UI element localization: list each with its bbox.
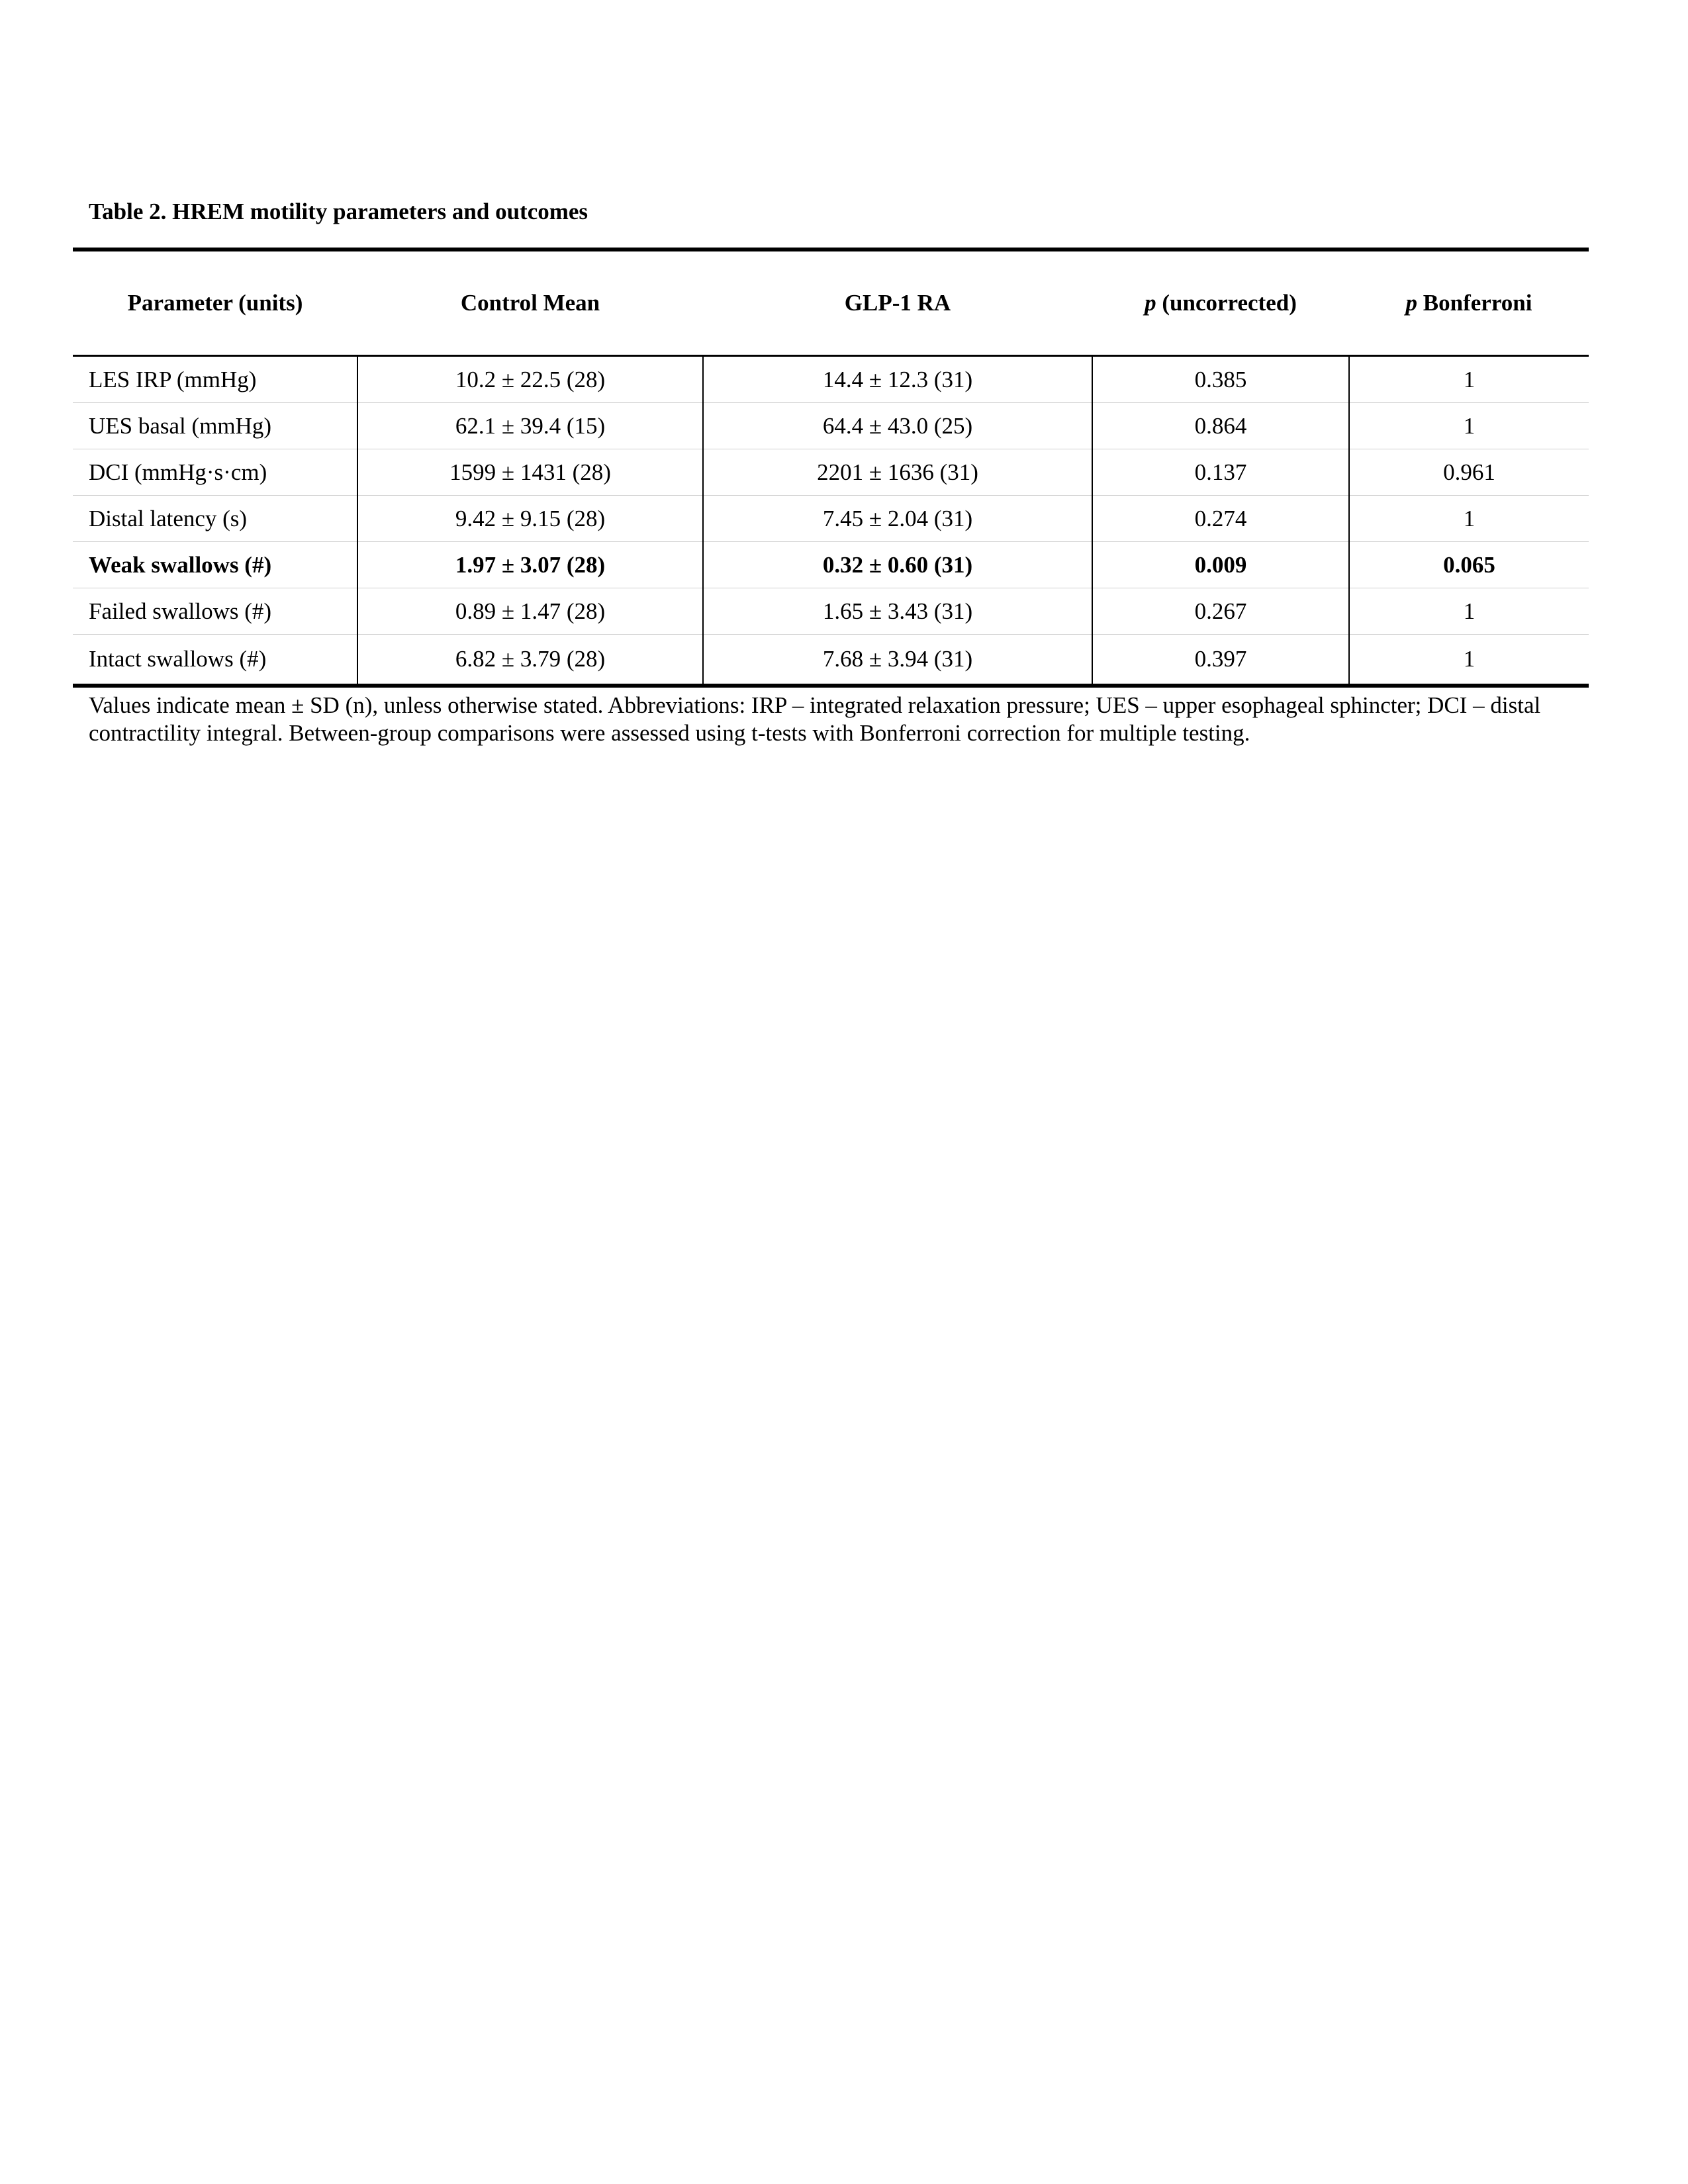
cell-control: 9.42 ± 9.15 (28) (357, 496, 703, 542)
header-glp1: GLP-1 RA (703, 250, 1092, 356)
header-p-bonferroni (1349, 250, 1589, 356)
cell-p-bonferroni: 1 (1349, 356, 1589, 403)
header-p-bonferroni-label: Bonferroni (1417, 290, 1532, 316)
table-row (73, 496, 1589, 542)
cell-control: 1599 ± 1431 (28) (357, 449, 703, 496)
header-p-symbol: p (1405, 290, 1418, 316)
header-row (73, 250, 1589, 356)
cell-parameter: Distal latency (s) (73, 496, 357, 542)
cell-glp1: 7.45 ± 2.04 (31) (703, 496, 1092, 542)
cell-p-uncorrected: 0.864 (1092, 403, 1349, 449)
cell-p-uncorrected: 0.397 (1092, 635, 1349, 686)
table-row (73, 635, 1589, 686)
cell-p-bonferroni: 1 (1349, 588, 1589, 635)
cell-glp1: 14.4 ± 12.3 (31) (703, 356, 1092, 403)
table-footnote: Values indicate mean ± SD (n), unless otherwise stated. Abbreviations: IRP – integrated relaxation pressure; UES – upper esophageal sphincter; DCI – distal contractility integral. Between-group comparisons were assessed using t-tests with Bonferroni correction for multiple testing. (89, 692, 1541, 746)
header-p-uncorrected-label: (uncorrected) (1156, 290, 1297, 316)
cell-p-bonferroni: 1 (1349, 635, 1589, 686)
cell-p-bonferroni: 0.065 (1349, 542, 1589, 588)
cell-glp1: 0.32 ± 0.60 (31) (703, 542, 1092, 588)
cell-p-uncorrected: 0.009 (1092, 542, 1349, 588)
table-body (73, 356, 1589, 686)
cell-p-uncorrected: 0.137 (1092, 449, 1349, 496)
cell-glp1: 64.4 ± 43.0 (25) (703, 403, 1092, 449)
table-row (73, 542, 1589, 588)
cell-glp1: 7.68 ± 3.94 (31) (703, 635, 1092, 686)
table-row (73, 449, 1589, 496)
cell-parameter: Failed swallows (#) (73, 588, 357, 635)
cell-p-uncorrected: 0.267 (1092, 588, 1349, 635)
table-row (73, 356, 1589, 403)
table-row (73, 403, 1589, 449)
cell-p-uncorrected: 0.274 (1092, 496, 1349, 542)
motility-table (73, 248, 1589, 688)
cell-parameter: LES IRP (mmHg) (73, 356, 357, 403)
cell-control: 10.2 ± 22.5 (28) (357, 356, 703, 403)
cell-parameter: UES basal (mmHg) (73, 403, 357, 449)
header-p-symbol: p (1145, 290, 1156, 316)
table-row (73, 588, 1589, 635)
cell-control: 1.97 ± 3.07 (28) (357, 542, 703, 588)
cell-control: 0.89 ± 1.47 (28) (357, 588, 703, 635)
cell-p-uncorrected: 0.385 (1092, 356, 1349, 403)
cell-parameter: DCI (mmHg·s·cm) (73, 449, 357, 496)
cell-glp1: 1.65 ± 3.43 (31) (703, 588, 1092, 635)
cell-glp1: 2201 ± 1636 (31) (703, 449, 1092, 496)
cell-control: 62.1 ± 39.4 (15) (357, 403, 703, 449)
cell-p-bonferroni: 1 (1349, 496, 1589, 542)
cell-p-bonferroni: 0.961 (1349, 449, 1589, 496)
cell-p-bonferroni: 1 (1349, 403, 1589, 449)
header-p-uncorrected (1092, 250, 1349, 356)
header-control: Control Mean (357, 250, 703, 356)
cell-control: 6.82 ± 3.79 (28) (357, 635, 703, 686)
header-parameter: Parameter (units) (73, 250, 357, 356)
table-title: Table 2. HREM motility parameters and outcomes (89, 199, 588, 224)
cell-parameter: Weak swallows (#) (73, 542, 357, 588)
cell-parameter: Intact swallows (#) (73, 635, 357, 686)
